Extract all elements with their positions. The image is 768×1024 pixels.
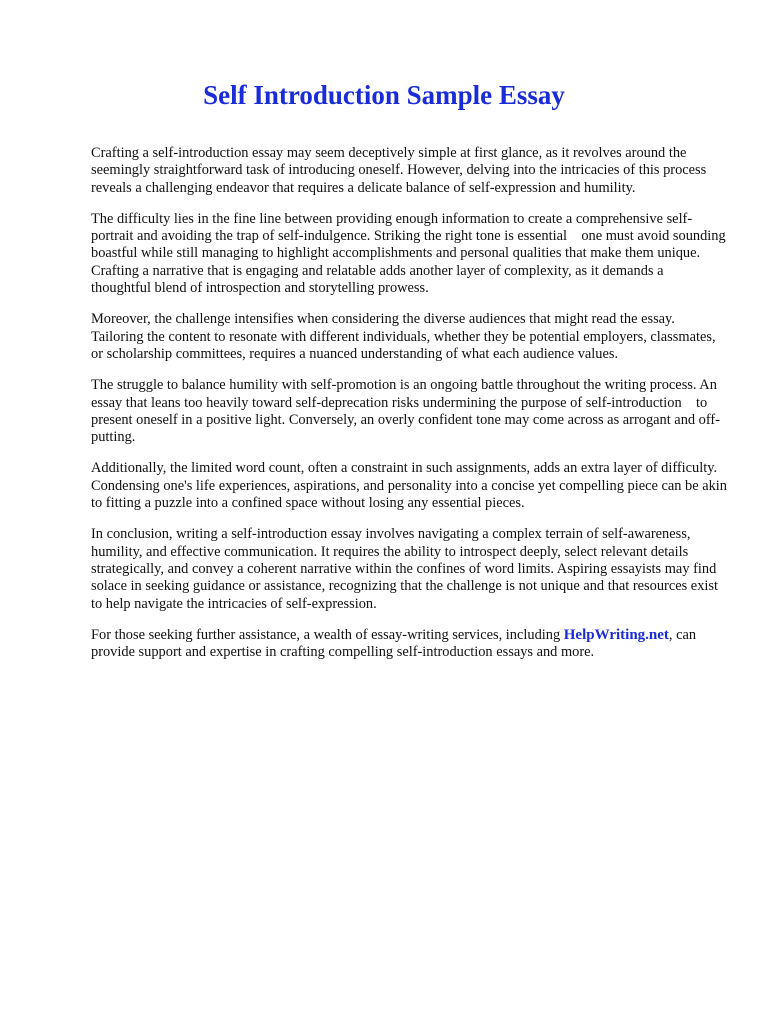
final-paragraph-text-before-link: For those seeking further assistance, a wealth of essay-writing services, including [91,626,564,643]
page-title: Self Introduction Sample Essay [203,80,565,110]
paragraph: In conclusion, writing a self-introduction essay involves navigating a complex terrain of self-awareness, humility, and effective communication. It requires the ability to introspect deeply, select relevant details strategically, and convey a coherent narrative within the confines of word limits. Aspiring essayists may find solace in seeking guidance or assistance, recognizing that the challenge is not unique and that resources exist to help navigate the intricacies of self-expression. [91,526,718,612]
helpwriting-link[interactable]: HelpWriting.net [563,626,669,643]
final-paragraph [91,627,727,662]
paragraph: The difficulty lies in the fine line between providing enough information to create a comprehensive self-portrait and avoiding the trap of self-indulgence. Striking the right tone is essential one must avoid sounding boastful while still managing to highlight accomplishments and personal qualities that make them unique. Crafting a narrative that is engaging and relatable adds another layer of complexity, as it demands a thoughtful blend of introspection and storytelling prowess. [91,210,726,297]
paragraph: Crafting a self-introduction essay may seem deceptively simple at first glance, as it revolves around the seemingly straightforward task of introducing oneself. However, delving into the intricacies of this process reveals a challenging endeavor that requires a delicate balance of self-expression and humility. [91,145,707,196]
paragraph: Additionally, the limited word count, often a constraint in such assignments, adds an extra layer of difficulty. Condensing one's life experiences, aspirations, and personality into a concise yet compelling piece can be akin to fitting a puzzle into a confined space without losing any essential pieces. [91,460,727,512]
final-paragraph-text-after-link: , can provide support and expertise in crafting compelling self-introduction essays and more. [91,626,697,661]
paragraph: Moreover, the challenge intensifies when considering the diverse audiences that might read the essay. Tailoring the content to resonate with different individuals, whether they be potential employers, classmates, or scholarship committees, requires a nuanced understanding of what each audience values. [91,311,716,362]
essay-body [91,145,727,675]
paragraph: The struggle to balance humility with self-promotion is an ongoing battle throughout the writing process. An essay that leans too heavily toward self-deprecation risks undermining the purpose of self-introduction to present oneself in a positive light. Conversely, an overly confident tone may come across as arrogant and off-putting. [91,377,720,446]
